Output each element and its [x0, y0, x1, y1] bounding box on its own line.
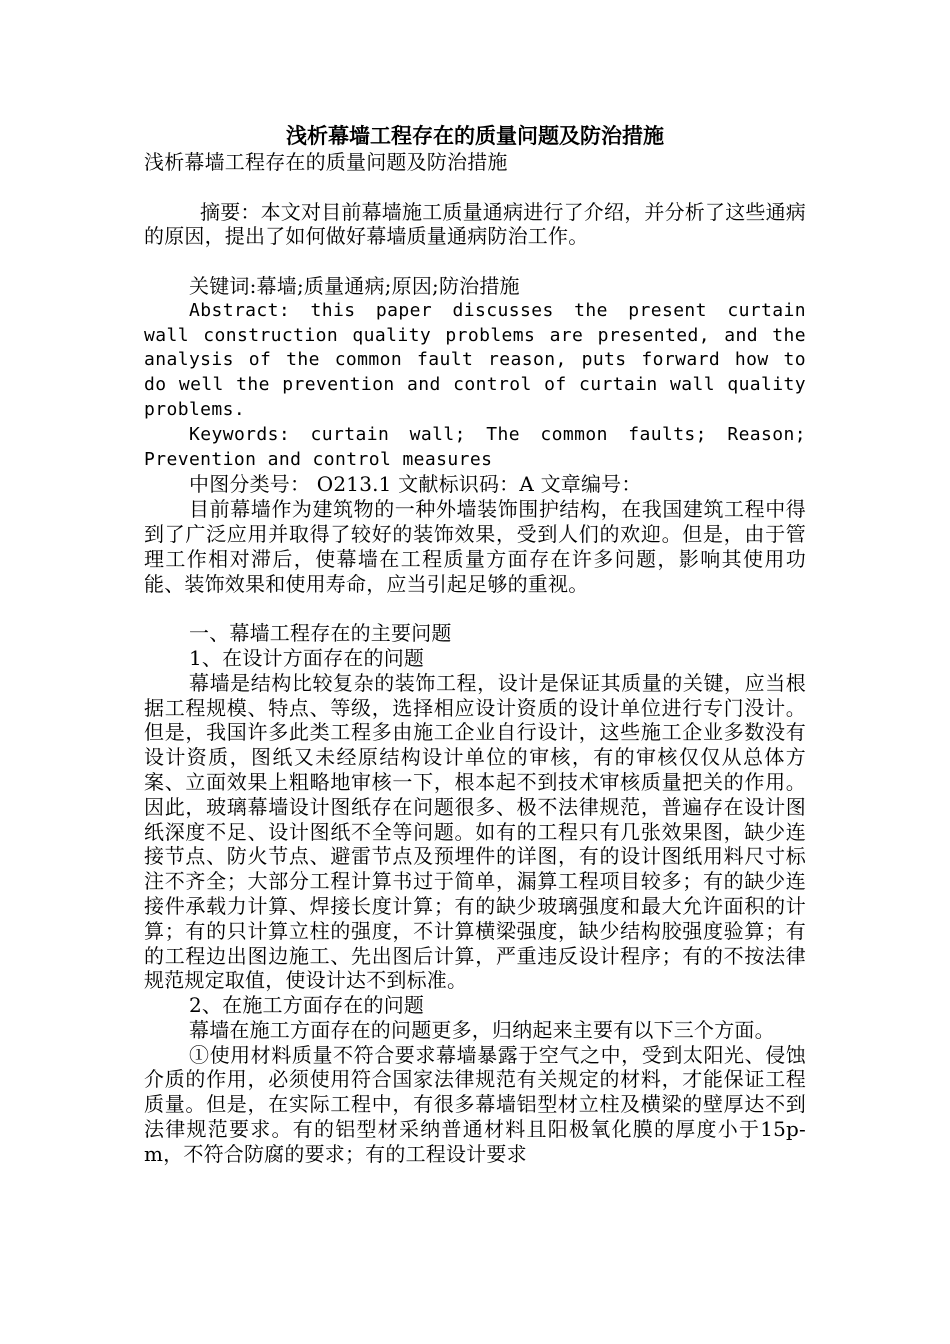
keywords-en: Keywords: curtain wall; The common faults; Reason; Prevention and control measures — [144, 423, 806, 470]
keywords-cn: 关键词:幕墙;质量通病;原因;防治措施 — [189, 273, 520, 298]
paragraph-materials: ①使用材料质量不符合要求幕墙暴露于空气之中，受到太阳光、侵蚀介质的作用，必须使用符合国家法律规范有关规定的材料，才能保证工程质量。但是，在实际工程中，有很多幕墙铝型材立柱及横梁的壁厚达不到法律规范要求。有的铝型材采纳普通材料且阳极氧化膜的厚度小于15p-m，不符合防腐的要求；有的工程设计要求 — [144, 1042, 806, 1166]
intro-paragraph: 目前幕墙作为建筑物的一种外墙装饰围护结构，在我国建筑工程中得到了广泛应用并取得了较好的装饰效果，受到人们的欢迎。但是，由于管理工作相对滞后，使幕墙在工程质量方面存在许多问题，影响其使用功能、装饰效果和使用寿命，应当引起足够的重视。 — [144, 497, 806, 596]
abstract-en: Abstract: this paper discusses the present curtain wall construction quality problems are presented, and the analysis of the common fault reason, puts forward how to do well the prevention and control of curtain wall quality problems. — [144, 299, 806, 420]
subsection-heading-2: 2、在施工方面存在的问题 — [189, 993, 425, 1018]
spacer — [144, 175, 806, 200]
document-title: 浅析幕墙工程存在的质量问题及防治措施 — [286, 124, 664, 148]
abstract-cn: 摘要：本文对目前幕墙施工质量通病进行了介绍，并分析了这些通病的原因，提出了如何做好幕墙质量通病防治工作。 — [144, 199, 806, 249]
document-body — [144, 150, 806, 1167]
subtitle: 浅析幕墙工程存在的质量问题及防治措施 — [144, 150, 508, 174]
spacer — [144, 596, 806, 621]
section-heading-1: 一、幕墙工程存在的主要问题 — [189, 621, 452, 646]
paragraph-design-issues: 幕墙是结构比较复杂的装饰工程，设计是保证其质量的关键，应当根据工程规模、特点、等级，选择相应设计资质的设计单位进行专门没计。但是，我国许多此类工程多由施工企业自行设计，这些施工企业多数没有设计资质，图纸又未经原结构设计单位的审核，有的审核仅仅从总体方案、立面效果上粗略地审核一下，根本起不到技术审核质量把关的作用。因此，玻璃幕墙设计图纸存在问题很多、极不法律规范，普遍存在设计图纸深度不足、设计图纸不全等问题。如有的工程只有几张效果图，缺少连接节点、防火节点、避雷节点及预埋件的详图，有的设计图纸用料尺寸标注不齐全；大部分工程计算书过于简单，漏算工程项目较多；有的缺少连接件承载力计算、焊接长度计算；有的缺少玻璃强度和最大允许面积的计算；有的只计算立柱的强度，不计算横梁强度，缺少结构胶强度验算；有的工程边出图边施工、先出图后计算，严重违反设计程序；有的不按法律规范规定取值，使设计达不到标准。 — [144, 670, 806, 993]
classification: 中图分类号： O213.1 文献标识码：A 文章编号： — [189, 472, 642, 497]
spacer — [144, 249, 806, 274]
subsection-heading-1: 1、在设计方面存在的问题 — [189, 645, 425, 670]
paragraph-construction-issues: 幕墙在施工方面存在的问题更多，归纳起来主要有以下三个方面。 — [189, 1017, 775, 1042]
